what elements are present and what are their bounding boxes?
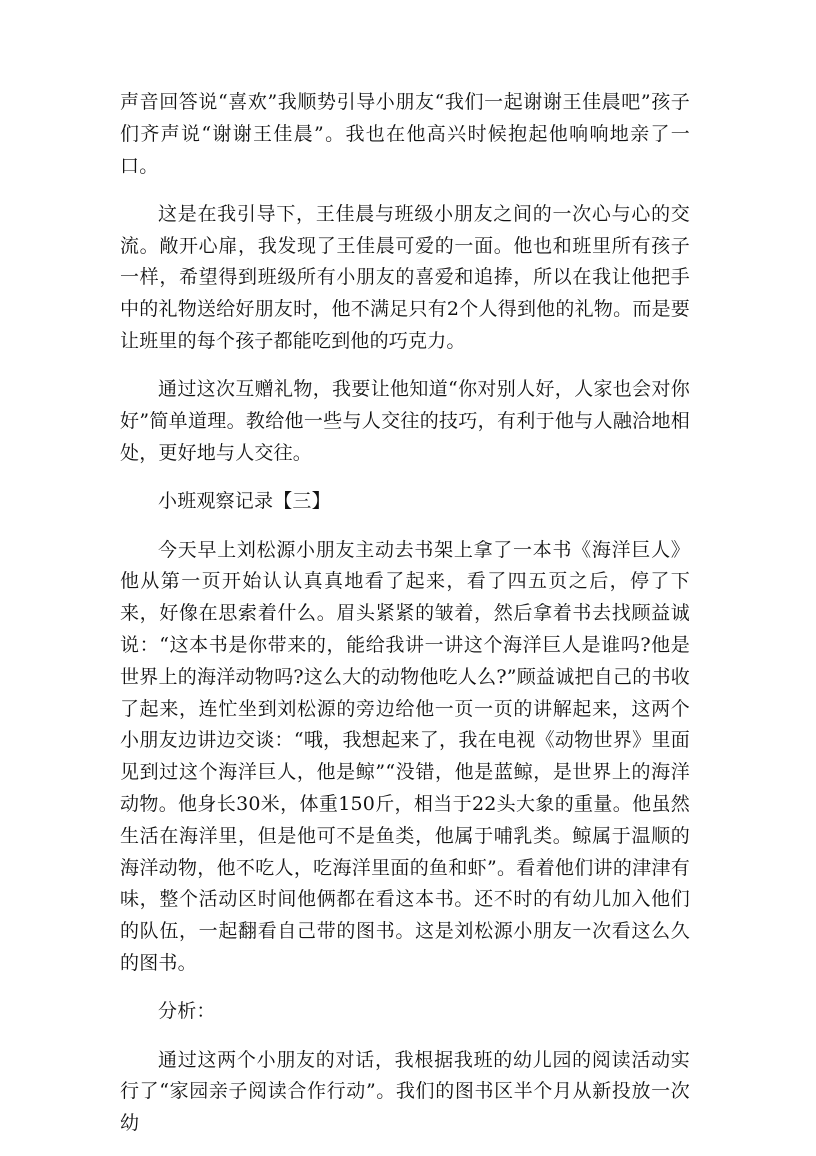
paragraph-exchange: 这是在我引导下，王佳晨与班级小朋友之间的一次心与心的交流。敞开心扉，我发现了王佳晨可爱的一面。他也和班里所有孩子一样，希望得到班级所有小朋友的喜爱和追捧，所以在我让他把手中的礼物送给好朋友时，他不满足只有2个人得到他的礼物。而是要让班里的每个孩子都能吃到他的巧克力。	[120, 202, 690, 353]
paragraph-observation: 今天早上刘松源小朋友主动去书架上拿了一本书《海洋巨人》他从第一页开始认认真真地看了起来，看了四五页之后，停了下来，好像在思索着什么。眉头紧紧的皱着，然后拿着书去找顾益诚说：“这本书是你带来的，能给我讲一讲这个海洋巨人是谁吗?他是世界上的海洋动物吗?这么大的动物他吃人么?”顾益诚把自己的书收了起来，连忙坐到刘松源的旁边给他一页一页的讲解起来，这两个小朋友边讲边交谈：“哦，我想起来了，我在电视《动物世界》里面见到过这个海洋巨人，他是鲸”“没错，他是蓝鲸，是世界上的海洋动物。他身长30米，体重150斤，相当于22头大象的重量。他虽然生活在海洋里，但是他可不是鱼类，他属于哺乳类。鲸属于温顺的海洋动物，他不吃人，吃海洋里面的鱼和虾”。看着他们讲的津津有味，整个活动区时间他俩都在看这本书。还不时的有幼儿加入他们的队伍，一起翻看自己带的图书。这是刘松源小朋友一次看这么久的图书。	[120, 538, 690, 974]
document-body	[120, 87, 690, 1156]
section-heading: 小班观察记录【三】	[158, 490, 331, 513]
paragraph-continuation: 声音回答说“喜欢”我顺势引导小朋友“我们一起谢谢王佳晨吧”孩子们齐声说“谢谢王佳晨”。我也在他高兴时候抱起他响响地亲了一口。	[120, 91, 690, 177]
paragraph-analysis: 通过这两个小朋友的对话，我根据我班的幼儿园的阅读活动实行了“家园亲子阅读合作行动”。我们的图书区半个月从新投放一次幼	[120, 1048, 690, 1135]
analysis-heading: 分析：	[158, 1000, 216, 1023]
paragraph-gift-lesson: 通过这次互赠礼物，我要让他知道“你对别人好，人家也会对你好”简单道理。教给他一些与人交往的技巧，有利于他与人融洽地相处，更好地与人交往。	[120, 378, 690, 464]
